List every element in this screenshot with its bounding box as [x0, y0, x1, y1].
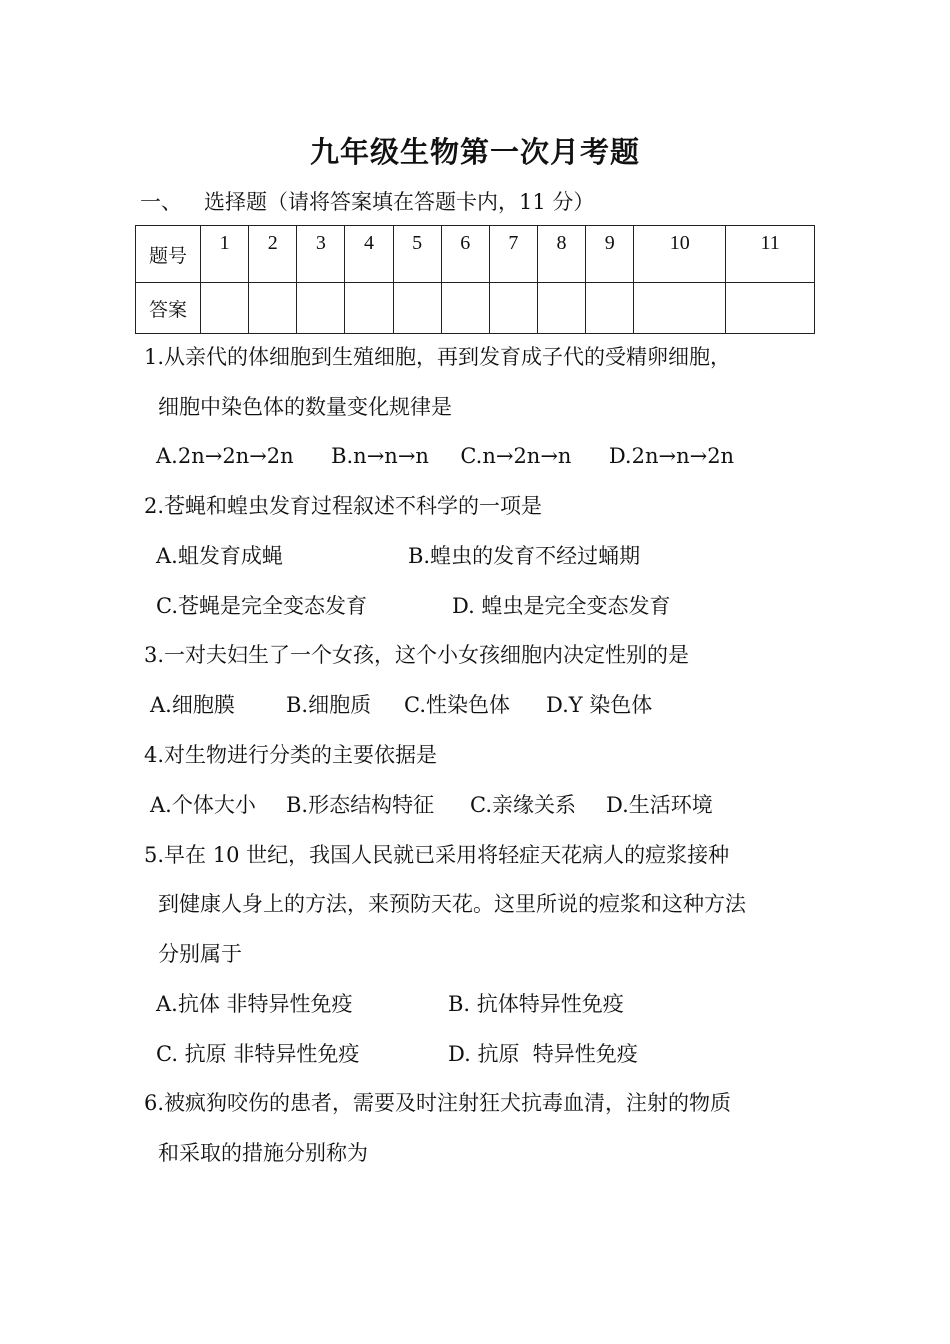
answer-sheet-table — [135, 225, 815, 334]
question-5-stem-continued-2: 分别属于 — [158, 942, 242, 966]
question-6-stem: 6.被疯狗咬伤的患者，需要及时注射狂犬抗毒血清，注射的物质 — [144, 1091, 732, 1115]
option-c: C.苍蝇是完全变态发育 — [156, 594, 367, 618]
question-5-options-row2 — [156, 1039, 638, 1069]
answer-cell[interactable] — [201, 283, 249, 334]
option-b: B. 抗体特异性免疫 — [448, 992, 624, 1016]
option-a: A.2n→2n→2n — [156, 444, 294, 468]
answer-cell[interactable] — [489, 283, 537, 334]
question-number-cell: 4 — [345, 226, 393, 283]
option-d: D. 蝗虫是完全变态发育 — [452, 594, 671, 618]
option-a: A.蛆发育成蝇 — [156, 544, 283, 568]
answer-cell[interactable] — [441, 283, 489, 334]
table-row — [136, 226, 815, 283]
question-number-cell: 6 — [441, 226, 489, 283]
option-b: B.细胞质 — [286, 693, 372, 717]
question-4-stem: 4.对生物进行分类的主要依据是 — [144, 743, 438, 767]
option-d: D. 抗原 特异性免疫 — [448, 1042, 638, 1066]
table-row — [136, 283, 815, 334]
option-b: B.n→n→n — [331, 444, 429, 468]
question-4-options — [150, 790, 713, 820]
option-a: A.细胞膜 — [150, 693, 235, 717]
question-3-stem: 3.一对夫妇生了一个女孩，这个小女孩细胞内决定性别的是 — [144, 643, 690, 667]
option-a: A.抗体 非特异性免疫 — [156, 992, 353, 1016]
answer-cell[interactable] — [393, 283, 441, 334]
answer-cell[interactable] — [634, 283, 726, 334]
question-number-cell: 10 — [634, 226, 726, 283]
question-number-cell: 1 — [201, 226, 249, 283]
question-number-cell: 9 — [586, 226, 634, 283]
question-3-options — [150, 690, 652, 720]
answer-cell[interactable] — [586, 283, 634, 334]
answer-cell[interactable] — [297, 283, 345, 334]
row-label-answer: 答案 — [136, 283, 201, 334]
section-number: 一、 — [140, 190, 182, 214]
option-c: C.性染色体 — [404, 693, 510, 717]
question-1-stem-continued: 细胞中染色体的数量变化规律是 — [158, 395, 452, 419]
question-5-stem-continued: 到健康人身上的方法，来预防天花。这里所说的痘浆和这种方法 — [158, 892, 746, 916]
section-heading — [140, 186, 594, 216]
answer-cell[interactable] — [537, 283, 585, 334]
question-1-stem: 1.从亲代的体细胞到生殖细胞，再到发育成子代的受精卵细胞， — [144, 345, 732, 369]
option-d: D.生活环境 — [606, 793, 713, 817]
question-2-stem: 2.苍蝇和蝗虫发育过程叙述不科学的一项是 — [144, 494, 543, 518]
row-label-number: 题号 — [136, 226, 201, 283]
option-c: C.亲缘关系 — [470, 793, 576, 817]
question-number-cell: 3 — [297, 226, 345, 283]
question-6-stem-continued: 和采取的措施分别称为 — [158, 1141, 368, 1165]
option-a: A.个体大小 — [150, 793, 256, 817]
question-number-cell: 5 — [393, 226, 441, 283]
question-number-cell: 8 — [537, 226, 585, 283]
option-b: B.形态结构特征 — [286, 793, 435, 817]
question-2-options-row2 — [156, 591, 670, 621]
question-5-options-row1 — [156, 989, 624, 1019]
question-5-stem: 5.早在 10 世纪，我国人民就已采用将轻症天花病人的痘浆接种 — [144, 843, 730, 867]
answer-cell[interactable] — [345, 283, 393, 334]
option-d: D.Y 染色体 — [546, 693, 653, 717]
option-b: B.蝗虫的发育不经过蛹期 — [408, 544, 641, 568]
question-1-options — [156, 441, 734, 471]
question-2-options-row1 — [156, 541, 640, 571]
answer-cell[interactable] — [726, 283, 815, 334]
question-number-cell: 2 — [249, 226, 297, 283]
option-c: C.n→2n→n — [460, 444, 572, 468]
section-text: 选择题（请将答案填在答题卡内，11 分） — [204, 190, 595, 214]
page-title: 九年级生物第一次月考题 — [309, 135, 640, 169]
answer-cell[interactable] — [249, 283, 297, 334]
question-number-cell: 7 — [489, 226, 537, 283]
option-c: C. 抗原 非特异性免疫 — [156, 1042, 360, 1066]
option-d: D.2n→n→2n — [608, 444, 735, 468]
question-number-cell: 11 — [726, 226, 815, 283]
